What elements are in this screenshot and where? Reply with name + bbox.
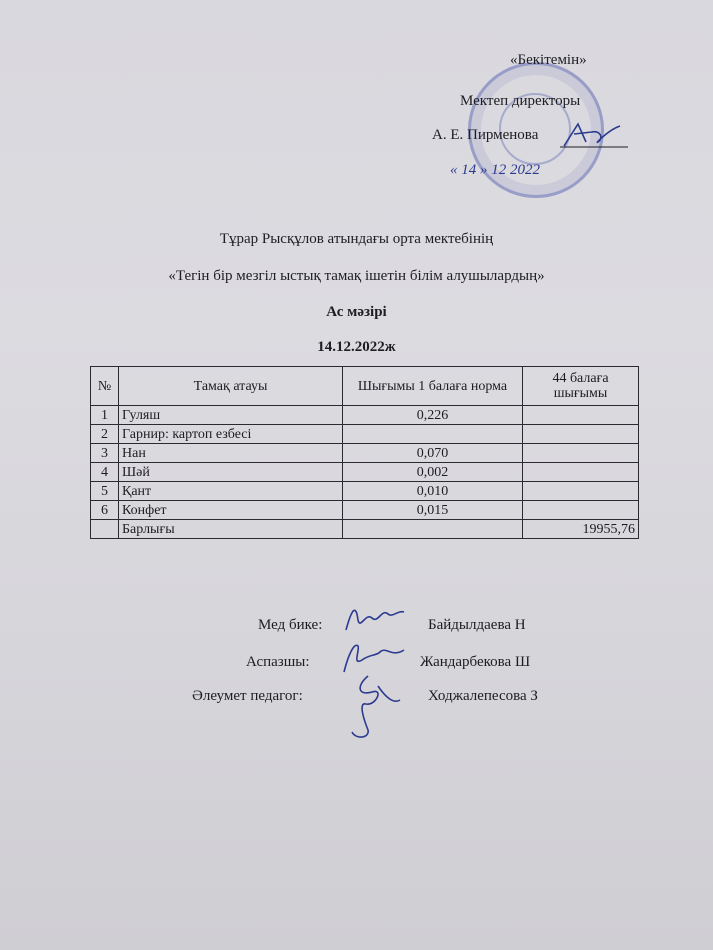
director-position: Мектеп директоры (460, 93, 581, 109)
dish-norm: 0,010 (343, 482, 523, 501)
program-title: «Тегін бір мезгіл ыстық тамақ ішетін білім алушылардың» (168, 268, 545, 284)
dish-norm (343, 425, 523, 444)
table-row (91, 444, 639, 463)
nurse-signature (342, 600, 408, 636)
table-summary-row (91, 520, 639, 539)
staff-name-cook: Жандарбекова Ш (420, 654, 531, 670)
director-signature (560, 118, 630, 150)
cook-signature (344, 645, 404, 672)
table-row (91, 463, 639, 482)
staff-name-nurse: Байдылдаева Н (428, 617, 526, 633)
dish-total (523, 463, 639, 482)
menu-date: 14.12.2022ж (317, 339, 396, 355)
staff-role-cook: Аспазшы: (246, 654, 310, 670)
dish-total (523, 425, 639, 444)
dish-name: Конфет (119, 501, 343, 520)
row-number: 3 (91, 444, 119, 463)
table-row (91, 406, 639, 425)
dish-total (523, 444, 639, 463)
dish-norm: 0,226 (343, 406, 523, 425)
column-header-norm: Шығымы 1 балаға норма (343, 367, 523, 406)
row-number: 2 (91, 425, 119, 444)
summary-empty-cell (91, 520, 119, 539)
table-row (91, 501, 639, 520)
dish-name: Нан (119, 444, 343, 463)
social-pedagogue-signature (338, 670, 408, 744)
column-header-number: № (91, 367, 119, 406)
director-name: А. Е. Пирменова (432, 127, 539, 143)
row-number: 6 (91, 501, 119, 520)
summary-label: Барлығы (119, 520, 343, 539)
dish-name: Гарнир: картоп езбесі (119, 425, 343, 444)
table-row (91, 425, 639, 444)
table-header-row (91, 367, 639, 406)
dish-total (523, 482, 639, 501)
column-header-total: 44 балаға шығымы (523, 367, 639, 406)
dish-total (523, 406, 639, 425)
dish-norm: 0,070 (343, 444, 523, 463)
dish-name: Қант (119, 482, 343, 501)
menu-title: Ас мәзірі (326, 304, 387, 320)
approval-date: « 14 » 12 2022 (450, 162, 540, 178)
dish-norm: 0,015 (343, 501, 523, 520)
row-number: 4 (91, 463, 119, 482)
staff-role-nurse: Мед бике: (258, 617, 323, 633)
menu-table (90, 366, 639, 539)
approve-label: «Бекітемін» (510, 52, 587, 68)
staff-role-social-pedagogue: Әлеумет педагог: (192, 688, 303, 704)
column-header-dish: Тамақ атауы (119, 367, 343, 406)
summary-empty-cell (343, 520, 523, 539)
table-row (91, 482, 639, 501)
summary-total: 19955,76 (523, 520, 639, 539)
dish-name: Шәй (119, 463, 343, 482)
row-number: 5 (91, 482, 119, 501)
staff-name-social-pedagogue: Ходжалепесова З (428, 688, 538, 704)
school-title: Тұрар Рысқұлов атындағы орта мектебінің (219, 231, 494, 247)
dish-name: Гуляш (119, 406, 343, 425)
row-number: 1 (91, 406, 119, 425)
dish-norm: 0,002 (343, 463, 523, 482)
dish-total (523, 501, 639, 520)
